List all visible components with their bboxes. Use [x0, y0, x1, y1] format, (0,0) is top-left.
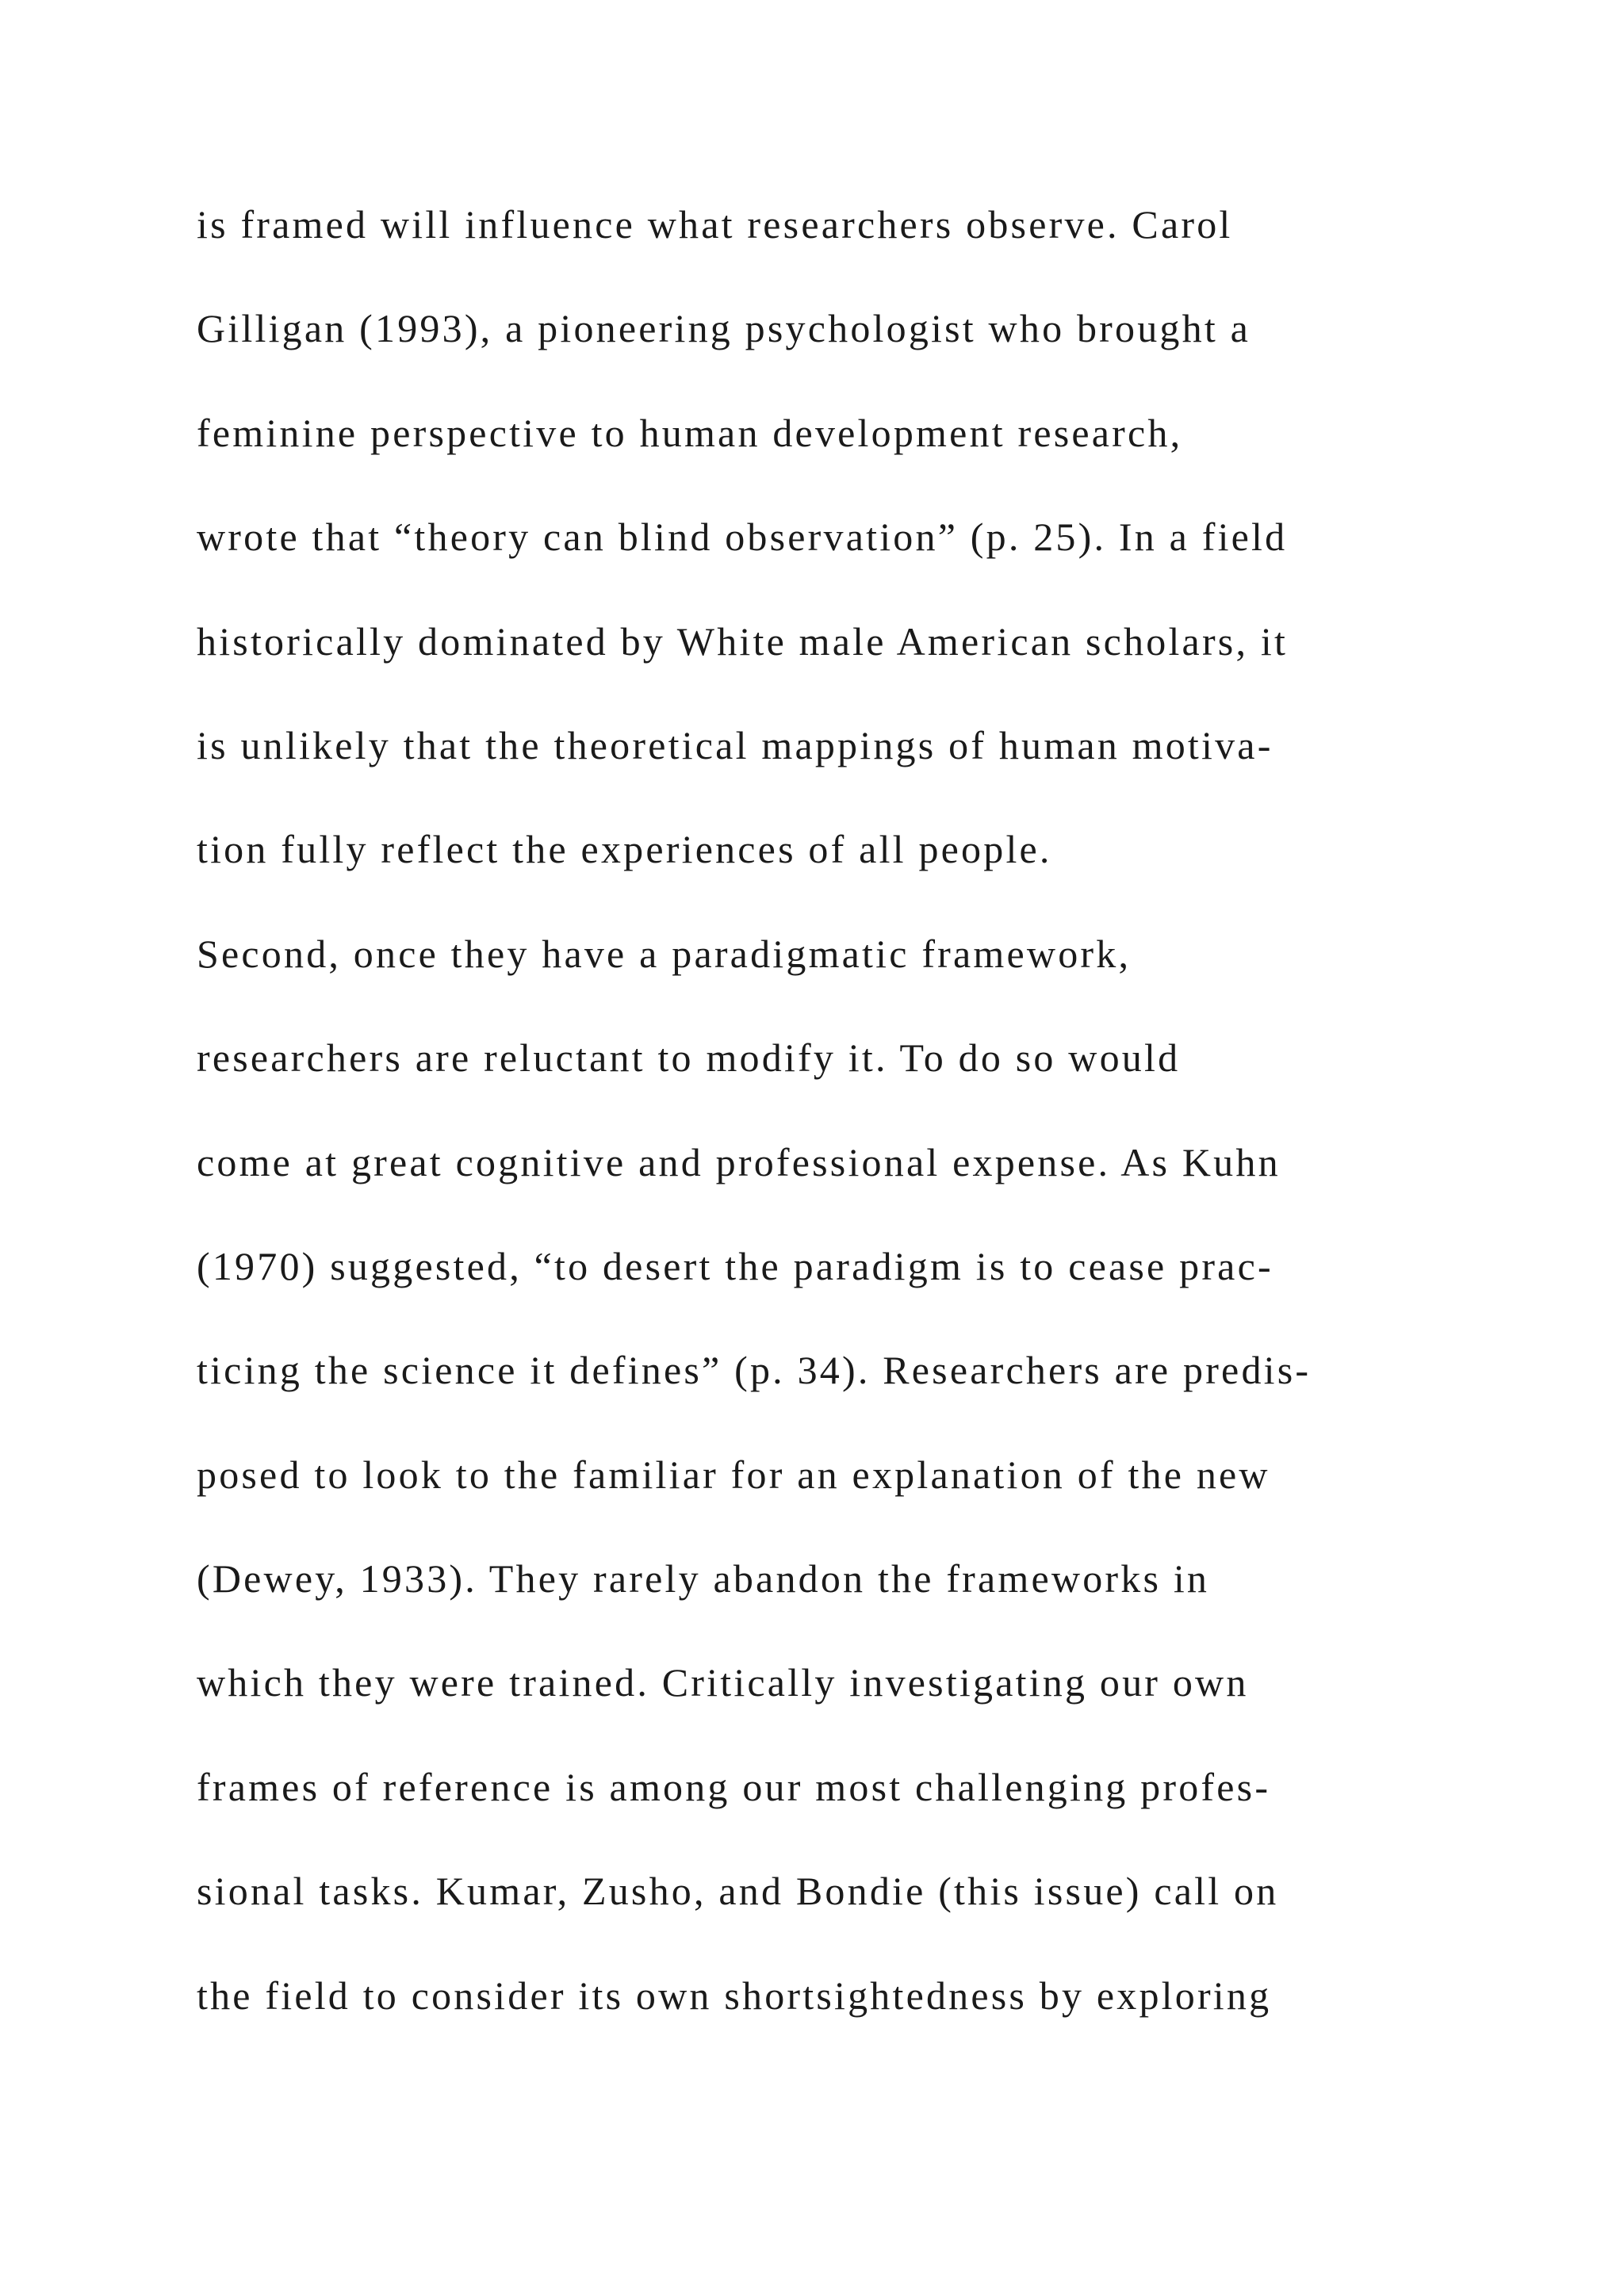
text-line: posed to look to the familiar for an explanation of the new	[197, 1452, 1270, 1497]
text-line: ticing the science it defines” (p. 34). Researchers are predis-	[197, 1348, 1312, 1393]
text-line: (Dewey, 1933). They rarely abandon the frameworks in	[197, 1556, 1210, 1601]
text-line: the field to consider its own shortsightedness by exploring	[197, 1973, 1272, 2018]
text-line: Second, once they have a paradigmatic framework,	[197, 931, 1132, 976]
text-line: Gilligan (1993), a pioneering psychologist who brought a	[197, 306, 1251, 351]
text-line: tion fully reflect the experiences of all people.	[197, 827, 1052, 872]
text-line: feminine perspective to human development research,	[197, 410, 1183, 455]
body-text	[197, 189, 1592, 2064]
text-line: is framed will influence what researchers observe. Carol	[197, 202, 1233, 247]
text-line: is unlikely that the theoretical mappings of human motiva-	[197, 722, 1274, 767]
text-line: (1970) suggested, “to desert the paradigm is to cease prac-	[197, 1243, 1274, 1288]
text-line: which they were trained. Critically investigating our own	[197, 1660, 1249, 1705]
text-line: come at great cognitive and professional expense. As Kuhn	[197, 1139, 1281, 1184]
text-line: frames of reference is among our most challenging profes-	[197, 1764, 1271, 1809]
text-line: researchers are reluctant to modify it. To do so would	[197, 1035, 1181, 1081]
text-line: wrote that “theory can blind observation” (p. 25). In a field	[197, 515, 1288, 560]
text-line: sional tasks. Kumar, Zusho, and Bondie (this issue) call on	[197, 1869, 1279, 1914]
text-line: historically dominated by White male American scholars, it	[197, 618, 1289, 664]
